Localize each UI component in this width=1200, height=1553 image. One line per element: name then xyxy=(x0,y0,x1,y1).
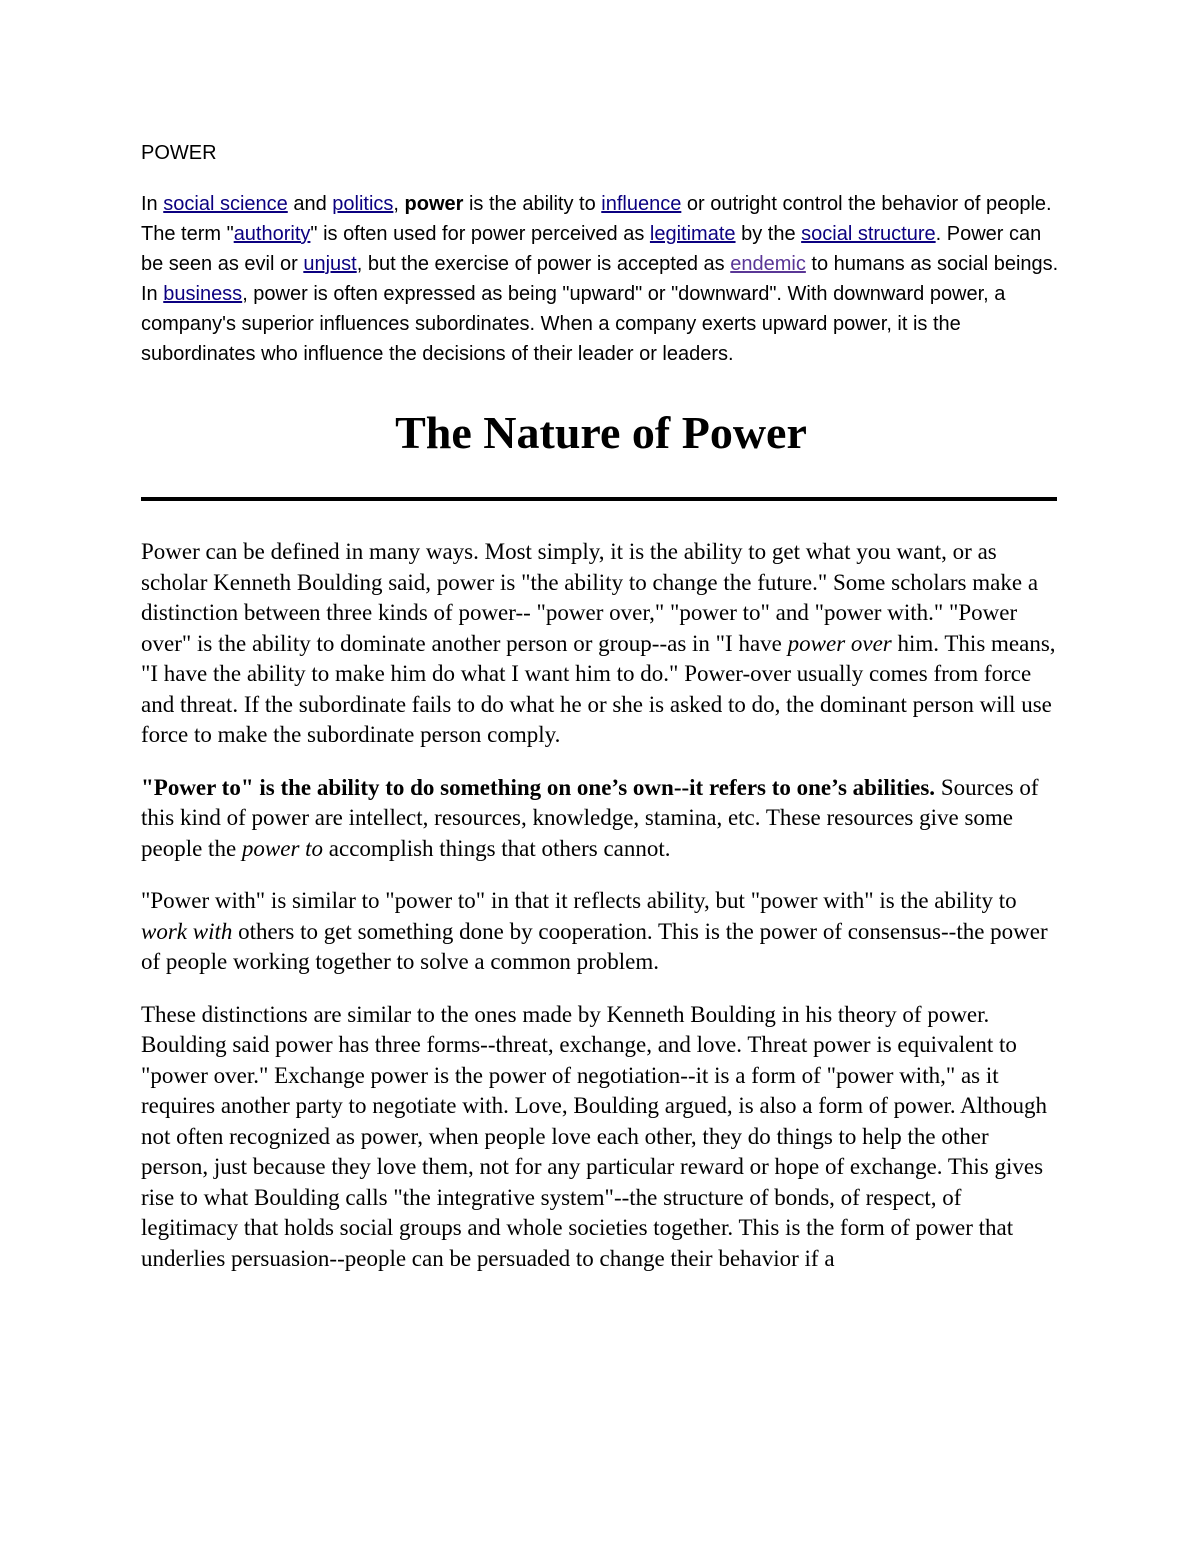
intro-text: to humans as social beings. In xyxy=(141,253,1059,305)
intro-text: , power is often expressed as being "upward" or "downward". With downward power, a company's superior influences subordinates. When a company exerts upward power, it is the subordinates who influence the decisions of their leader or leaders. xyxy=(141,283,1006,365)
paragraph-text: "Power with" is similar to "power to" in that it reflects ability, but "power with" is the ability to xyxy=(141,888,1017,913)
body-paragraph-3 xyxy=(141,886,1061,978)
emphasis-text: power over xyxy=(787,630,892,656)
paragraph-text: others to get something done by cooperation. This is the power of consensus--the power of people working together to solve a common problem. xyxy=(141,918,1048,974)
intro-text: In xyxy=(141,193,164,215)
horizontal-rule xyxy=(141,497,1057,501)
paragraph-text: Power can be defined in many ways. Most simply, it is the ability to get what you want, or as scholar Kenneth Boulding said, power is "the ability to change the future." Some scholars make a distinction between three kinds of power-- "power over," "power to" and "power with." "Power over" is the ability to dominate another person or group--as in "I have xyxy=(141,539,1039,656)
link-authority[interactable]: authority xyxy=(233,223,311,245)
intro-text: by the xyxy=(735,223,802,245)
paragraph-text: Sources of this kind of power are intellect, resources, knowledge, stamina, etc. These resources give some people the xyxy=(141,774,1039,861)
article-body xyxy=(141,537,1061,1274)
intro-text: , but the exercise of power is accepted as xyxy=(356,253,731,275)
document-label: POWER xyxy=(141,142,217,164)
body-paragraph-1 xyxy=(141,537,1061,751)
link-social-structure[interactable]: social structure xyxy=(801,223,936,245)
page-title: The Nature of Power xyxy=(395,407,807,458)
intro-text: and xyxy=(287,193,333,215)
link-endemic[interactable]: endemic xyxy=(730,253,806,275)
paragraph-text: him. This means, "I have the ability to make him do what I want him to do." Power-over usually comes from force and threat. If the subordinate fails to do what he or she is asked to do, the dominant person will use force to make the subordinate person comply. xyxy=(141,630,1056,747)
intro-text: . Power can be seen as evil or xyxy=(141,223,1042,275)
body-paragraph-4: These distinctions are similar to the ones made by Kenneth Boulding in his theory of power. Boulding said power has three forms--threat, exchange, and love. Threat power is equivalent to "power over." Exchange power is the power of negotiation--it is a form of "power with," as it requires another party to negotiate with. Love, Boulding argued, is also a form of power. Although not often recognized as power, when people love each other, they do things to help the other person, just because they love them, not for any particular reward or hope of exchange. This gives rise to what Boulding calls "the integrative system"--the structure of bonds, of respect, of legitimacy that holds social groups and whole societies together. This is the form of power that underlies persuasion--people can be persuaded to change their behavior if a xyxy=(141,1001,1047,1271)
intro-text: " is often used for power perceived as xyxy=(310,223,650,245)
intro-text: is the ability to xyxy=(463,193,602,215)
paragraph-text: accomplish things that others cannot. xyxy=(323,835,671,861)
emphasis-text: power to xyxy=(241,835,324,861)
link-social-science[interactable]: social science xyxy=(163,193,288,215)
link-politics[interactable]: politics xyxy=(332,193,394,215)
link-legitimate[interactable]: legitimate xyxy=(649,223,736,245)
intro-paragraph xyxy=(141,189,1061,369)
emphasis-text: work with xyxy=(141,918,233,944)
intro-text: or outright control the behavior of people. The term " xyxy=(141,193,1052,245)
link-unjust[interactable]: unjust xyxy=(303,253,357,275)
link-influence[interactable]: influence xyxy=(601,193,682,215)
bold-lead-sentence: "Power to" is the ability to do something on one’s own--it refers to one’s abilities. xyxy=(141,774,936,800)
document-page xyxy=(141,138,1061,1296)
body-paragraph-2 xyxy=(141,773,1061,865)
bold-power-term: power xyxy=(404,193,464,215)
link-business[interactable]: business xyxy=(163,283,243,305)
intro-text: , xyxy=(393,193,405,215)
